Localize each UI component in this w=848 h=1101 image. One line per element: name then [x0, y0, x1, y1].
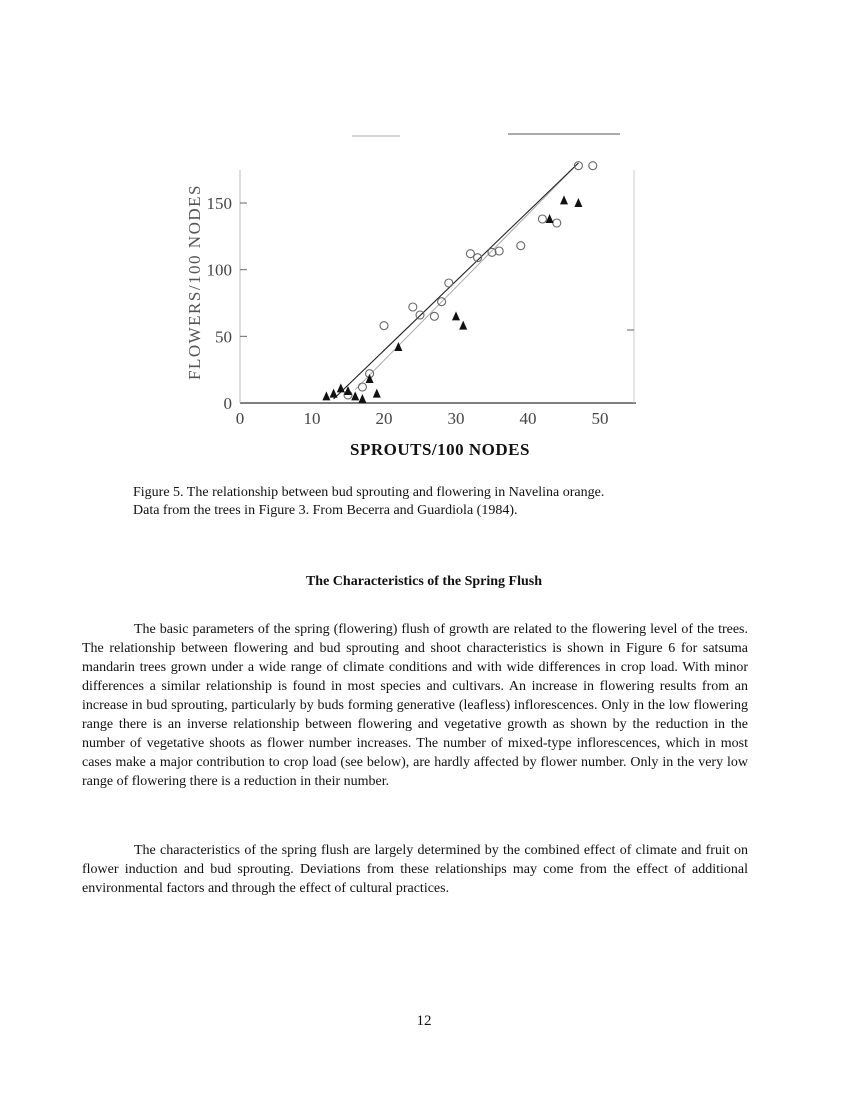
data-point-circle	[495, 247, 503, 255]
chart-frame	[240, 134, 636, 403]
y-axis-title: FLOWERS/100 NODES	[185, 184, 204, 380]
data-point-circle	[466, 250, 474, 258]
x-tick-label: 50	[591, 409, 609, 428]
figure-caption	[133, 484, 733, 520]
y-tick-label: 0	[223, 394, 232, 413]
scatter-chart	[0, 0, 848, 480]
data-point-triangle	[330, 389, 338, 398]
x-tick-label: 20	[375, 409, 393, 428]
y-tick-label: 100	[206, 260, 232, 280]
data-point-circle	[445, 279, 453, 287]
trend-lines	[334, 163, 579, 399]
y-tick-label: 150	[206, 194, 232, 213]
y-tick-label: 50	[215, 327, 232, 347]
data-point-circle	[553, 219, 561, 227]
data-point-triangle	[452, 311, 460, 320]
caption-line-1: Figure 5. The relationship between bud sprouting and flowering in Navelina orange.	[133, 485, 605, 500]
data-point-triangle	[373, 389, 381, 398]
page-number: 12	[416, 1013, 432, 1029]
x-tick-label: 10	[303, 409, 321, 428]
data-point-circle	[430, 312, 438, 320]
x-tick-label: 0	[235, 409, 245, 428]
data-point-triangle	[358, 394, 366, 403]
data-point-circle	[380, 322, 388, 330]
body-paragraph-2: The characteristics of the spring flush are largely determined by the combined effect of climate and fruit on flower induction and bud sprouting. Deviations from these relationships may come from the effect of additional environmental factors and through the effect of cultural practices.	[82, 843, 748, 896]
caption-line-2: Data from the trees in Figure 3. From Becerra and Guardiola (1984).	[133, 503, 518, 518]
tick-labels	[207, 194, 609, 428]
x-axis-title: SPROUTS/100 NODES	[350, 440, 530, 459]
data-point-triangle	[574, 198, 582, 207]
section-heading: The Characteristics of the Spring Flush	[305, 574, 543, 589]
data-point-circle	[589, 162, 597, 170]
data-point-circle	[517, 242, 525, 250]
data-point-triangle	[337, 383, 345, 392]
x-tick-label: 30	[447, 409, 465, 428]
data-point-triangle	[322, 391, 330, 400]
trend-line-triangles	[334, 163, 579, 399]
data-point-circle	[358, 383, 366, 391]
x-tick-label: 40	[519, 409, 537, 428]
data-point-circle	[409, 303, 417, 311]
body-paragraph-1: The basic parameters of the spring (flowering) flush of growth are related to the flowering level of the trees. The relationship between flowering and bud sprouting and shoot characteristics is shown in Figure 6 for satsuma mandarin trees grown under a wide range of climate conditions and with wide differences in crop load. With minor differences a similar relationship is found in most species and cultivars. An increase in flowering results from an increase in bud sprouting, particularly by buds forming generative (leafless) inflorescences. Only in the low flowering range there is an inverse relationship between flowering and vegetative growth as shown by the reduction in the number of vegetative shoots as flower number increases. The number of mixed-type inflorescences, which in most cases make a major contribution to crop load (see below), are hardly affected by flower number. Only in the very low range of flowering there is a reduction in their number.	[82, 622, 748, 789]
trend-line-circles	[355, 163, 578, 390]
data-point-circle	[488, 248, 496, 256]
data-point-triangle	[560, 195, 568, 204]
data-point-triangle	[459, 321, 467, 330]
data-point-circle	[538, 215, 546, 223]
data-points	[322, 162, 596, 403]
